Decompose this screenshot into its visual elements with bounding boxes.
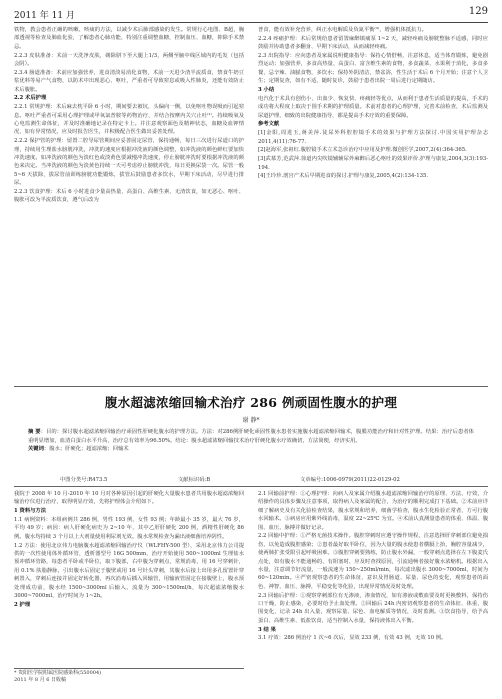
page-number: 129 bbox=[468, 6, 488, 17]
doc-code: 文献标识码:B bbox=[178, 477, 211, 483]
footnote bbox=[14, 668, 244, 684]
paragraph: 2.2.4 疼痛护理：术后常规给患者留置麻醉镇痛泵 1~2 天，减轻疼痛及膀胱整脉不适感，同时应鼓励并协助患者多翻身、早期下床活动，从而减轻疼痛。 bbox=[258, 35, 488, 51]
keywords-text: 腹水；肝硬化；超滤浓缩；回输术 bbox=[49, 446, 129, 453]
paragraph: 2.1 回输前护理：①心理护理：向病人及家属介绍腹水超滤浓缩回输治疗的原理、方法、疗效，介绍操作的具体步骤及注意事项，取得病人及家属的配合，为治疗的顺利完成打下基础。②术前应详细了解病史及有关化验检查结果，腹水常规和培养，细菌学检查，腹水生化检验正常者，方可行腹水回输术。③病房应用紫外线消毒，温度 22~25℃ 为宜。④术前认真测量患者的体重、体温、腹围、血压、脉搏并做好记录。 bbox=[258, 491, 488, 531]
section-heading: 2 护理 bbox=[14, 601, 31, 608]
abstract-text: 目的：探讨腹水超滤浓缩回输治疗顽固性肝硬化腹水的护理方法。方法：对286例肝硬化顽固性腹水患者实施腹水超滤浓缩回输术，腹膜功能治疗和针对性护理。结果：治疗后患者体重明显增加，血清白蛋白水平升高，治疗总有效率为96.50%。结论：腹水超滤浓缩回输技术治疗肝硬化腹水疗效确切，方法简便，经济实用。 bbox=[28, 429, 474, 444]
reference-item: [2]赵海军,张祖红.腹腔镜手术立术急诊治疗中应用及护理.微创医学,2007,2(4):364-365. bbox=[258, 147, 467, 154]
paragraph: 普食，能有效补充营养，纠正水电解质及负氮平衡⁽³⁾，增强机体抵抗力。 bbox=[258, 27, 427, 33]
divider bbox=[14, 486, 488, 487]
issue-date: 2011 年 11 月 bbox=[14, 11, 75, 21]
upper-left-column bbox=[14, 26, 244, 381]
abstract-block: 摘 要：目的：探讨腹水超滤浓缩回输治疗顽固性肝硬化腹水的护理方法。方法：对286例肝硬化顽固性腹水患者实施腹水超滤浓缩回输术，腹膜功能治疗和针对性护理。结果：治疗后患者体重明显增加，血清白蛋白水平升高，治疗总有效率为96.50%。结论：腹水超滤浓缩回输技术治疗肝硬化腹水疗效确切，方法简便，经济实用。 关键词：腹水；肝硬化；超滤浓缩；回输术 bbox=[28, 429, 474, 453]
paragraph: 2.3 回输后护理：①观察穿刺部位有无渗液，渗血情况，如有渗液或敷血要及时更换敷料，保持伤口干燥，防止感染，必要时给予止血处理。②回输后 24h 内密切观察患者的生命体征、体重、腹围变化，记录 24h 出入量，观察尿量、尿色、血电解质等情况，及时监测。③饮食指导，给予高蛋白、高维生素、低盐饮食，适当控制入水量，保持液体出入平衡。 bbox=[258, 592, 488, 624]
section-heading: 3 结 果 bbox=[258, 626, 276, 633]
paragraph: 我院于 2008 年 10 月-2010 年 10 月对各种原因引起的肝硬化大量腹水患者共用腹水超滤浓缩回输治疗仪进行治疗，取得明显疗效，先将护理体会介绍如下。 bbox=[14, 491, 244, 506]
author-affiliation: * 贵阳医学院附属医院感染科(550004) bbox=[14, 670, 102, 676]
section-heading: 2.2 术后护理 bbox=[14, 95, 47, 102]
references-heading: 参考文献 bbox=[258, 121, 280, 128]
upper-right-column bbox=[258, 26, 488, 381]
section-heading: 1 资料与方法 bbox=[14, 508, 47, 515]
keywords-label: 关键词 bbox=[28, 446, 44, 453]
divider bbox=[14, 386, 488, 387]
paragraph: 2.2.3 皮肤准备：术前一天洗净皮肤，剃除胼下至大腿上1/3，两侧至腋中线区域内的毛发（包括会阴）。 bbox=[14, 52, 244, 68]
lower-left-column bbox=[14, 490, 244, 666]
clc-number: 中图分类号:R473.5 bbox=[60, 477, 108, 483]
reference-item: [1]金阳,周进玉,蒋美萍.徒尿外科腔腔镜手术的效果与护理方法探讨.中国实用护理杂志 2011,4(11):76-77. bbox=[258, 130, 488, 145]
paragraph: 电汽化于术具有创伤小、出血少、恢复快、疼痛轻等优点，从而利于患者生活质量的提高，手术的成功将大程度上取决于围手术期的护理质量。术前对患者的心理护理，完善术前检查，术后监测及尿道护理，细致的出院健康指导，都是提高手术疗效的重要保障。 bbox=[258, 95, 488, 119]
paragraph: 2.2 回输中护理：①严格无菌技术操作。腹腔穿刺时应遵守操作规程，注意选择肝穿刺部位避免损伤，以免造成腹腔感染；②患者最好取半卧位，因为大量的腹水使患者横膈上抬，胸腔容量减少，使两肺扩张受限引起呼吸困难。③腹腔穿刺要熟练，防止腹水外漏，一般穿刺点选择在左下腹麦氏点处，如有腹水不能通畅的，有阻塞时，应及时查找原因，引流通畅者接好腹水浓缩机。根据出入水量，注意调节好流量，一般流速为 150~250ml/min，每次滤出腹水 3000~7000ml，时间为 60~120min。④严密观察患者的生命体征、意识及胃肠道、尿量、尿色的变化，观察患者的面色、神智、血压、脉搏，平稳变化等化验，出现异常情况及时处理。 bbox=[258, 533, 488, 590]
article-number: 文章编号:1006-0979(2011)22-0129-02 bbox=[300, 477, 400, 483]
reference-item: [3]武慕芳,范武萍.徐道内尖吹镜辅辅尿外麻醉后恶心呕吐的效果评价.护理与康复,2004,3(3):193-194. bbox=[258, 156, 488, 171]
article-author: 谢 静* bbox=[242, 417, 260, 424]
paragraph: 3.1 疗效：286 例治疗 1 次~6 次后，显效 233 例，有效 43 例，无效 10 例。 bbox=[258, 635, 447, 642]
paragraph: 1.2 方法：使用北京伟力电脑腹水超滤浓缩回输治疗仪（WLFHY-500 型），采用北京伟力公司提供的一次性使用体外循环管，透析器型号 16G 500mm，治疗开始使用 500~1000ml 生理盐水预冲循环管路，每患者平卧或半卧位，取下腹部，右中腹为穿刺点，常规消毒，用 16 号穿刺针，用 0.1% 肤脂静脉，引出腹水后固定于腹壁或用 16 号针头穿刺，其腹水后接上出用多孔留置针穿刺置入，穿刺后连接并固定好转化器，再次消毒后插入回输管，用输液管固定在接腹壁上，腹水预处理成功前，腹水经 1500~3000ml 后输入，流量为 300~1500ml/h，每次超滤浓缩腹水 3000~7000ml，治疗时间为 1~2h。 bbox=[14, 542, 244, 600]
lower-right-column bbox=[258, 490, 488, 695]
paragraph: 铁物，教会患者正确的咳嗽、咳痰的方法，以减少术后肺部感染的发生。常规行心电图、B超，胸部透视等检查及肺血化验，了解患者心肺功能，特别注重调整血糖，控制血压、血糖，抑除手术禁忌。 bbox=[14, 27, 244, 50]
paragraph: 2.2.1 常规护理：术后麻去枕平卧 6 小时，期间要去被坑，头偏向一侧，以免呕吐物误吸而引起窒息。呕吐严重者可采用心理护理或甲氧氯普胺等药物治疗，并结合按摩内关穴止吐⁽¹⁾。持续吸氧及心电监测生命体征，并及时准确地记录在特定卡上。并注意观察面色及精神状态，血糖及血钾情况，如有异常情况，应及时报告医生，并积极配合医生做出妥善处理。 bbox=[14, 104, 244, 136]
page-header bbox=[14, 6, 488, 23]
article-title: 腹水超滤浓缩回输术治疗 286 例顽固性腹水的护理 bbox=[104, 395, 398, 410]
paragraph: 1.1 病例资料：本组病例共 286 例，男性 193 例，女性 93 例；年龄最小 35 岁，最大 76 岁，平均 49 岁；病因：病人肝硬化病史为 2~10 年，其中乙肝肝硬化 200 例，酒精性肝硬化 86 例。腹水均持续 3 个月以上大剂量使用利尿剂无效。腹水常规检查为漏出液细菌培养阴性。 bbox=[14, 517, 244, 540]
reference-item: [4]王玲珍.剖宫产术后早期进食的探讨.护理与康复,2005,4(2):134-135. bbox=[258, 173, 429, 180]
section-heading: 3 小结 bbox=[258, 87, 275, 94]
abstract-label: 摘 要 bbox=[28, 429, 41, 435]
paragraph: 2.3 出院指导：应向患者及家属说明健康指导：保持心情舒畅，注意休息，适当体育锻炼，避免剧烈运动；加强营养，多食高热量、高蛋白、富含维生素的食物，多食蔬菜、水果利于消化，多食多餐，忌辛辣、油腻食物，多饮水；保持外阴清洁，禁盆浴，性生活于术后 6 个月开始；注意个人卫生；定期复查，如有不适，随时复诊，鼓励于患者出院一周后进行定期随访。 bbox=[258, 53, 488, 85]
paragraph: 2.2.2 保护管的护理：留置二腔导尿管期间应妥善固定尿管，保持通畅，每日三次进行尿道口的护理，持续用生理盐水膀胱冲洗，冲洗的速度应根据冲洗液的颜色调整，如冲洗液的颜色鲜红要加快冲洗速度。如冲洗液的颜色为淡红色或淡黄色要减慢冲洗速度，停止膀胱冲洗时要根据冲洗液的颜色来决定。当冲洗液的颜色为淡黄色持续一天可考虑停止膀胱冲洗，每日更换尿袋一次。尿管一般 5~6 天拔除，拔尿管前训练膀胱功能锻炼，拔管后鼓励患者多饮水，早期下床活动，尽早进行排尿。 bbox=[14, 138, 244, 187]
received-date: 2011 年 8 月 6 日收稿 bbox=[14, 677, 67, 683]
paragraph: 2.2.3 饮食护理：术后 6 小时进食少量高热量、高蛋白、高维生素，无渣饮食，如无恶心、呕吐、腹胀可改为半流质饮食，遵气后改为 bbox=[14, 189, 244, 204]
paragraph: 2.3.4 肠道准备：术前应加强营养，进食清淡易消化食物，术前一天进少渣半流质食，禁食牛奶豆浆优料等易产气食物，以防术中出现恶心、呕吐，严重者可导致窒息或吸入性肺炎，还能有效防止术后腹胀。 bbox=[14, 69, 244, 93]
